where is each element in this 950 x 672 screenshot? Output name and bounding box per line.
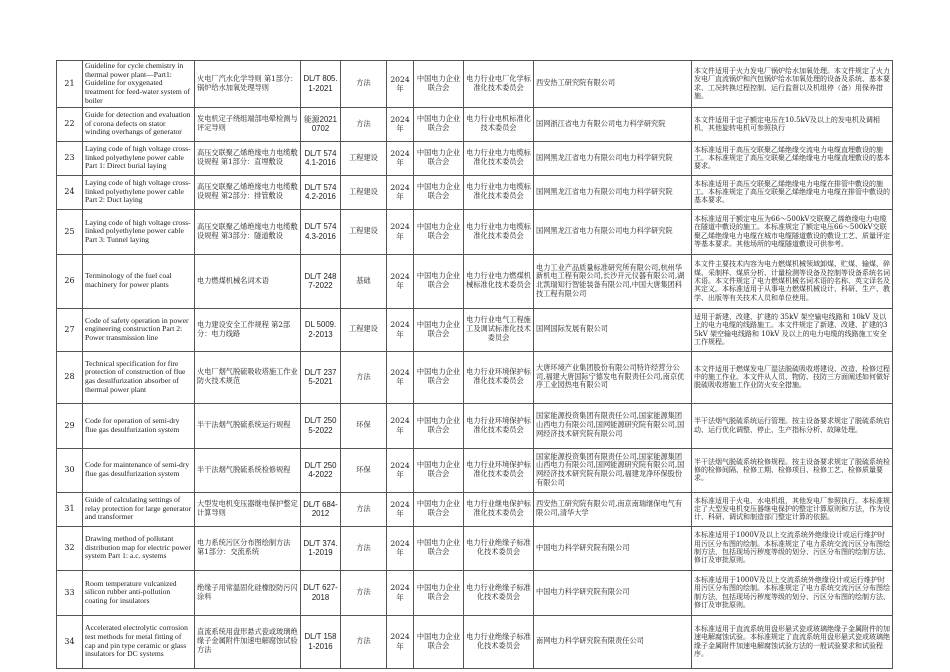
committee: 电力行业电厂化学标准化技术委员会 xyxy=(464,61,534,108)
plan-year: 2024年 xyxy=(387,351,414,403)
drafting-unit: 国家能源投资集团有限责任公司,国家能源集团山西电力有限公司,国网能源研究院有限公司,国网经济技术研究院有限公司,福建龙净环保股份有限公司 xyxy=(534,448,692,492)
table-row xyxy=(57,570,893,615)
scope-text: 本文件适用于燃煤发电厂湿法脱硫吸收塔建设、改造、检修过程中的施工作业。本文件从人员、物防、技防三方面阐述如何做好脱硫吸收塔施工作业防火安全措施。 xyxy=(692,351,893,403)
scope-text: 本标准适用于直流系统用盘形悬式瓷或玻璃绝缘子金属附件的加速电解腐蚀试验。本标准规定了直流系统用盘形悬式瓷或玻璃绝缘子金属附件加速电解腐蚀试验方法的一般试验要求和试验程序。 xyxy=(692,615,893,668)
chinese-title: 绝缘子用常温固化硅橡胶防污闪涂料 xyxy=(195,570,301,615)
publisher: 中国电力企业联合会 xyxy=(414,175,464,209)
publisher: 中国电力企业联合会 xyxy=(414,448,464,492)
chinese-title: 火电厂汽水化学导则 第1部分：锅炉给水加氧处理导则 xyxy=(195,61,301,108)
table-row xyxy=(57,403,893,448)
table-row xyxy=(57,615,893,668)
english-title: Laying code of high voltage cross-linked polyethylene power cable Part 3: Tunnel laying xyxy=(83,209,195,254)
english-title: Guide of calculating settings of relay protection for large generator and transformer xyxy=(83,492,195,526)
drafting-unit: 中国电力科学研究院有限公司 xyxy=(534,570,692,615)
plan-year: 2024年 xyxy=(387,526,414,570)
committee: 电力行业继电保护标准化技术委员会 xyxy=(464,492,534,526)
english-title: Code for maintenance of semi-dry flue gas desulfurization system xyxy=(83,448,195,492)
scope-text: 本文件适用于定子额定电压在10.5kV及以上的发电机及调相机，其他旋转电机可参照执行 xyxy=(692,107,893,141)
chinese-title: 火电厂烟气脱硫吸收塔施工作业防火技术规范 xyxy=(195,351,301,403)
english-title: Drawing method of pollutant distribution map for electric power system Part 1: a.c. systems xyxy=(83,526,195,570)
standard-type: 方法 xyxy=(341,61,387,108)
standard-code: DL/T 2487-2022 xyxy=(301,254,341,308)
publisher: 中国电力企业联合会 xyxy=(414,308,464,351)
table-row xyxy=(57,175,893,209)
plan-year: 2024年 xyxy=(387,308,414,351)
chinese-title: 电力系统污区分布图绘制方法 第1部分：交流系统 xyxy=(195,526,301,570)
standard-code: DL/T 2505-2022 xyxy=(301,403,341,448)
plan-year: 2024年 xyxy=(387,61,414,108)
standard-type: 环保 xyxy=(341,403,387,448)
standard-type: 方法 xyxy=(341,351,387,403)
committee: 电力行业环境保护标准化技术委员会 xyxy=(464,448,534,492)
standard-type: 工程建设 xyxy=(341,175,387,209)
publisher: 中国电力企业联合会 xyxy=(414,492,464,526)
plan-year: 2024年 xyxy=(387,141,414,175)
row-number: 26 xyxy=(57,254,83,308)
standard-type: 工程建设 xyxy=(341,209,387,254)
standard-code: DL/T 1581-2016 xyxy=(301,615,341,668)
standard-code: DL/T 2375-2021 xyxy=(301,351,341,403)
plan-year: 2024年 xyxy=(387,615,414,668)
english-title: Technical specification for fire protection of construction of flue gas desulfurization absorber of thermal power plant xyxy=(83,351,195,403)
row-number: 33 xyxy=(57,570,83,615)
standard-type: 基础 xyxy=(341,254,387,308)
scope-text: 本标准适用于额定电压为66～500kV交联聚乙烯绝缘电力电缆在隧道中敷设的施工。本标准规定了额定电压66～500kV交联聚乙烯绝缘电力电缆在城市电缆隧道敷设的敷设工艺、质量评定等基本要求。其他场所的电缆隧道敷设可供参考。 xyxy=(692,209,893,254)
row-number: 24 xyxy=(57,175,83,209)
chinese-title: 半干法烟气脱硫系统运行规程 xyxy=(195,403,301,448)
standard-type: 工程建设 xyxy=(341,141,387,175)
publisher: 中国电力企业联合会 xyxy=(414,209,464,254)
row-number: 25 xyxy=(57,209,83,254)
table-row xyxy=(57,61,893,108)
committee: 电力行业电力电缆标准化技术委员会 xyxy=(464,175,534,209)
publisher: 中国电力企业联合会 xyxy=(414,526,464,570)
standard-code: DL/T 374.1-2019 xyxy=(301,526,341,570)
plan-year: 2024年 xyxy=(387,570,414,615)
table-row xyxy=(57,492,893,526)
standard-code: 能源20210702 xyxy=(301,107,341,141)
publisher: 中国电力企业联合会 xyxy=(414,570,464,615)
standard-code: DL/T 627-2018 xyxy=(301,570,341,615)
committee: 电力行业电机标准化技术委员会 xyxy=(464,107,534,141)
plan-year: 2024年 xyxy=(387,209,414,254)
row-number: 32 xyxy=(57,526,83,570)
plan-year: 2024年 xyxy=(387,254,414,308)
committee: 电力行业电力电缆标准化技术委员会 xyxy=(464,141,534,175)
scope-text: 半干法烟气脱硫系统检修规程。按主设备要求规定了脱硫系统检修的检修间隔、检修工期、检修项目、检修工艺、检修质量要求。 xyxy=(692,448,893,492)
committee: 电力行业环境保护标准化技术委员会 xyxy=(464,351,534,403)
table-row xyxy=(57,107,893,141)
scope-text: 适用于新建、改建、扩建的 35kV 架空输电线路和 10kV 及以上的电力电缆的线路施工。本文件规定了新建、改建、扩建的35kV 架空输电线路和 10kV 及以上的电力电缆的线路施工安全工作规程。 xyxy=(692,308,893,351)
drafting-unit: 国网浙江省电力有限公司电力科学研究院 xyxy=(534,107,692,141)
publisher: 中国电力企业联合会 xyxy=(414,107,464,141)
drafting-unit: 中国电力科学研究院有限公司 xyxy=(534,526,692,570)
chinese-title: 电力燃煤机械名词术语 xyxy=(195,254,301,308)
committee: 电力行业绝缘子标准化技术委员会 xyxy=(464,526,534,570)
table-row xyxy=(57,351,893,403)
english-title: Guideline for cycle chemistry in thermal power plant—Part1: Guideline for oxygenated treatment for feed-water system of boiler xyxy=(83,61,195,108)
standard-type: 工程建设 xyxy=(341,308,387,351)
standard-type: 方法 xyxy=(341,570,387,615)
scope-text: 本标准适用于高压交联聚乙烯绝缘交流电力电缆直埋敷设的施工。本标准规定了高压交联聚乙烯绝缘电力电缆直埋敷设的基本要求。 xyxy=(692,141,893,175)
table-row xyxy=(57,209,893,254)
standard-type: 方法 xyxy=(341,526,387,570)
drafting-unit: 国网黑龙江省电力有限公司电力科学研究院 xyxy=(534,175,692,209)
standard-type: 方法 xyxy=(341,492,387,526)
english-title: Room temperature vulcanized silicon rubber anti-pollution coating for insulators xyxy=(83,570,195,615)
committee: 电力行业电力燃煤机械标准化技术委员会 xyxy=(464,254,534,308)
chinese-title: 电力建设安全工作规程 第2部分：电力线路 xyxy=(195,308,301,351)
table-body xyxy=(57,61,893,669)
drafting-unit: 国网黑龙江省电力有限公司电力科学研究院 xyxy=(534,141,692,175)
committee: 电力行业电气工程施工及调试标准化技术委员会 xyxy=(464,308,534,351)
plan-year: 2024年 xyxy=(387,492,414,526)
standard-code: DL/T 5744.2-2016 xyxy=(301,175,341,209)
drafting-unit: 电力工业产品质量标准研究所有限公司,杭州华新机电工程有限公司,长沙开元仪器有限公司,湖北凯瑞知行智能装备有限公司,中国大唐集团科技工程有限公司 xyxy=(534,254,692,308)
drafting-unit: 大唐环境产业集团股份有限公司特许经营分公司,福建大唐国际宁德发电有限责任公司,南京优序工业园热电有限公司 xyxy=(534,351,692,403)
table-row xyxy=(57,254,893,308)
drafting-unit: 西安热工研究院有限公司,南京南瑞继保电气有限公司,清华大学 xyxy=(534,492,692,526)
row-number: 31 xyxy=(57,492,83,526)
standard-code: DL/T 5744.3-2016 xyxy=(301,209,341,254)
standard-type: 方法 xyxy=(341,615,387,668)
table-row xyxy=(57,526,893,570)
chinese-title: 直流系统用盘形悬式瓷或玻璃绝缘子金属附件加速电解腐蚀试验方法 xyxy=(195,615,301,668)
publisher: 中国电力企业联合会 xyxy=(414,61,464,108)
publisher: 中国电力企业联合会 xyxy=(414,403,464,448)
standard-code: DL/T 2504-2022 xyxy=(301,448,341,492)
plan-year: 2024年 xyxy=(387,107,414,141)
row-number: 30 xyxy=(57,448,83,492)
drafting-unit: 南网电力科学研究院有限责任公司 xyxy=(534,615,692,668)
committee: 电力行业绝缘子标准化技术委员会 xyxy=(464,570,534,615)
row-number: 22 xyxy=(57,107,83,141)
drafting-unit: 国家能源投资集团有限责任公司,国家能源集团山西电力有限公司,国网能源研究院有限公司,国网经济技术研究院有限公司 xyxy=(534,403,692,448)
scope-text: 本标准适用于1000V及以上交流系统外绝缘设计或运行维护时用污区分布图的绘制。本标准规定了电力系统交流污区分布图绘制方法，包括现场污秽度等级的划分、污区分布图的绘制方法、修订及审批原则。 xyxy=(692,526,893,570)
publisher: 中国电力企业联合会 xyxy=(414,351,464,403)
plan-year: 2024年 xyxy=(387,403,414,448)
chinese-title: 半干法烟气脱硫系统检修规程 xyxy=(195,448,301,492)
standard-type: 方法 xyxy=(341,107,387,141)
chinese-title: 大型发电机变压器继电保护整定计算导则 xyxy=(195,492,301,526)
row-number: 21 xyxy=(57,61,83,108)
table-row xyxy=(57,448,893,492)
scope-text: 本标准适用于火电、水电机组，其他发电厂参照执行。本标准规定了大型发电机变压器继电保护的整定计算原则和方法，作为设计、科研、调试和制造部门整定计算的依据。 xyxy=(692,492,893,526)
committee: 电力行业绝缘子标准化技术委员会 xyxy=(464,615,534,668)
chinese-title: 高压交联聚乙烯绝缘电力电缆敷设规程 第3部分：隧道敷设 xyxy=(195,209,301,254)
chinese-title: 高压交联聚乙烯绝缘电力电缆敷设规程 第2部分：排管敷设 xyxy=(195,175,301,209)
publisher: 中国电力企业联合会 xyxy=(414,254,464,308)
scope-text: 本文件适用于火力发电厂锅炉给水加氧处理。本文件规定了火力发电厂直流锅炉和汽包锅炉给水加氧处理的设备及系统、基本要求、工况转换过程控制、运行监督以及机组停（备）用保养措施。 xyxy=(692,61,893,108)
english-title: Code for operation of semi-dry flue gas desulfurization system xyxy=(83,403,195,448)
row-number: 27 xyxy=(57,308,83,351)
publisher: 中国电力企业联合会 xyxy=(414,615,464,668)
standard-code: DL/T 684-2012 xyxy=(301,492,341,526)
english-title: Terminology of the fuel coal machinery for power plants xyxy=(83,254,195,308)
row-number: 29 xyxy=(57,403,83,448)
english-title: Guide for detection and evaluation of corona defects on stator winding overhangs of generator xyxy=(83,107,195,141)
english-title: Laying code of high voltage cross-linked polyethylene power cable Part 1: Direct burial laying xyxy=(83,141,195,175)
drafting-unit: 西安热工研究院有限公司 xyxy=(534,61,692,108)
row-number: 23 xyxy=(57,141,83,175)
committee: 电力行业电力电缆标准化技术委员会 xyxy=(464,209,534,254)
standard-code: DL/T 805.1-2021 xyxy=(301,61,341,108)
scope-text: 半干法烟气脱硫系统运行管理。按主设备要求规定了脱硫系统启动、运行优化调整、停止、生产指标分析、故障处理。 xyxy=(692,403,893,448)
table-row xyxy=(57,141,893,175)
english-title: Code of safety operation in power engineering construction Part 2: Power transmission line xyxy=(83,308,195,351)
plan-year: 2024年 xyxy=(387,175,414,209)
drafting-unit: 国网国际发展有限公司 xyxy=(534,308,692,351)
scope-text: 本文件主要技术内容为电力燃煤机械领域卸煤、贮煤、输煤、碎煤、采制样、煤质分析、计量检测等设备及控制等设备系统名词术语。本文件规定了电力燃煤机械名词术语的名称、英文译名及其定义。本标准适用于从事电力燃煤机械设计、科研、生产、教学、出版等有关技术人员和单位使用。 xyxy=(692,254,893,308)
row-number: 34 xyxy=(57,615,83,668)
english-title: Laying code of high voltage cross-linked polyethylene power cable Part 2: Duct laying xyxy=(83,175,195,209)
table-row xyxy=(57,308,893,351)
standard-type: 环保 xyxy=(341,448,387,492)
committee: 电力行业环境保护标准化技术委员会 xyxy=(464,403,534,448)
standards-table xyxy=(56,60,893,669)
row-number: 28 xyxy=(57,351,83,403)
chinese-title: 高压交联聚乙烯绝缘电力电缆敷设规程 第1部分：直埋敷设 xyxy=(195,141,301,175)
publisher: 中国电力企业联合会 xyxy=(414,141,464,175)
standard-code: DL/T 5744.1-2016 xyxy=(301,141,341,175)
chinese-title: 发电机定子绕组端部电晕检测与评定导则 xyxy=(195,107,301,141)
drafting-unit: 国网黑龙江省电力有限公司电力科学研究院 xyxy=(534,209,692,254)
standard-code: DL 5009.2-2013 xyxy=(301,308,341,351)
english-title: Accelerated electrolytic corrosion test methods for metal fitting of cap and pin type ceramic or glass insulators for DC systems xyxy=(83,615,195,668)
scope-text: 本标准适用于1000V及以上交流系统外绝缘设计或运行维护时用污区分布图的绘制。本标准规定了电力系统交流污区分布图绘制方法，包括现场污秽度等级的划分、污区分布图的绘制方法、修订及审批原则。 xyxy=(692,570,893,615)
plan-year: 2024年 xyxy=(387,448,414,492)
scope-text: 本标准适用于高压交联聚乙烯绝缘电力电缆在排管中敷设的施工。本标准规定了高压交联聚乙烯绝缘电力电缆在排管中敷设的基本要求。 xyxy=(692,175,893,209)
